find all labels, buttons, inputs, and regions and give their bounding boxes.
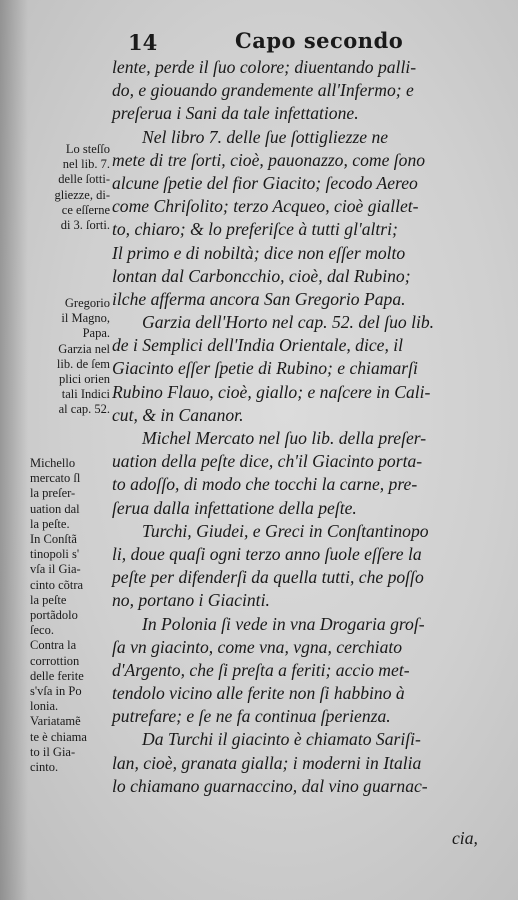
running-head: Capo secondo xyxy=(235,28,404,53)
margin-note-line: la peſte xyxy=(30,592,67,607)
body-line: Da Turchi il giacinto è chiamato Sariſi- xyxy=(142,729,421,750)
body-line: preſerua i Sani da tale infettatione. xyxy=(112,103,359,124)
margin-note-line: cinto cõtra xyxy=(30,577,84,592)
margin-note-line: te è chiama xyxy=(30,729,87,744)
margin-note-line: In Conſtã xyxy=(30,532,77,547)
body-line: ilche afferma ancora San Gregorio Papa. xyxy=(112,288,406,309)
body-line: lan, cioè, granata gialla; i moderni in Italia xyxy=(112,752,422,773)
body-line: In Polonia ſi vede in vna Drogaria groſ- xyxy=(142,613,425,634)
body-line: d'Argento, che ſi preſta a feriti; accio met- xyxy=(112,659,410,680)
margin-note-line: ce eſſerne xyxy=(61,202,110,217)
body-line: li, doue quaſi ogni terzo anno ſuole eſſere la xyxy=(112,543,422,564)
margin-note-line: ſeco. xyxy=(30,623,54,638)
body-line: uation della peſte dice, ch'il Giacinto porta- xyxy=(112,451,423,472)
margin-note-line: di 3. ſorti. xyxy=(60,218,110,233)
body-line: peſte per difenderſi da quella tutti, che poſſo xyxy=(112,567,424,588)
margin-note-line: gliezze, di- xyxy=(54,187,110,202)
gutter-shadow xyxy=(0,0,28,900)
body-line: no, portano i Giacinti. xyxy=(112,590,270,611)
body-line: mete di tre ſorti, cioè, pauonazzo, come ſono xyxy=(112,149,426,170)
body-line: lente, perde il ſuo colore; diuentando palli- xyxy=(112,57,417,77)
margin-note-line: mercato ſl xyxy=(30,471,81,486)
margin-note-line: il Magno, xyxy=(61,311,110,326)
margin-note-line: to il Gia- xyxy=(30,744,76,759)
margin-note-line: corrottion xyxy=(30,653,80,668)
margin-note-line: tinopoli s' xyxy=(30,547,80,562)
page-number: 14 xyxy=(128,30,158,55)
margin-note-stesso xyxy=(30,142,110,233)
margin-note-line: vſa il Gia- xyxy=(30,562,81,577)
body-text xyxy=(112,56,492,798)
body-line: lontan dal Carboncchio, cioè, dal Rubino; xyxy=(112,265,411,286)
body-line: come Chriſolito; terzo Acqueo, cioè giallet- xyxy=(112,196,419,217)
margin-note-line: Contra la xyxy=(30,638,77,653)
body-line: Nel libro 7. delle ſue ſottigliezze ne xyxy=(142,126,389,147)
margin-note-line: Garzia nel xyxy=(58,341,110,356)
margin-note-line: Variatamẽ xyxy=(30,714,81,729)
margin-note-line: uation dal xyxy=(30,501,80,516)
body-line: to, chiaro; & lo preferiſce à tutti gl'altri; xyxy=(112,219,398,240)
body-line: Turchi, Giudei, e Greci in Conſtantinopo xyxy=(142,520,429,541)
margin-note-michello xyxy=(30,456,110,775)
body-line: ſa vn giacinto, come vna, vgna, cerchiato xyxy=(112,636,403,657)
margin-note-line: nel lib. 7. xyxy=(62,157,110,172)
catchword: cia, xyxy=(452,828,478,848)
margin-note-line: lib. de ſem xyxy=(56,356,110,371)
margin-note-line: s'vſa in Po xyxy=(30,684,82,699)
margin-note-line: delle ferite xyxy=(30,668,84,683)
margin-note-line: tali Indici xyxy=(61,387,110,402)
margin-note-line: Gregorio xyxy=(64,296,110,310)
margin-note-line: lonia. xyxy=(30,699,59,714)
body-line: Giacinto eſſer ſpetie di Rubino; e chiamarſi xyxy=(112,358,418,379)
body-line: Michel Mercato nel ſuo lib. della preſer- xyxy=(142,428,427,448)
margin-note-gregorio xyxy=(30,296,110,418)
body-line: tendolo vicino alle ferite non ſi habbino à xyxy=(112,683,405,704)
body-line: do, e giouando grandemente all'Infermo; e xyxy=(112,80,414,101)
body-line: Rubino Flauo, cioè, giallo; e naſcere in Cali- xyxy=(112,381,431,402)
margin-note-line: Michello xyxy=(30,456,76,470)
margin-note-line: Papa. xyxy=(82,326,110,341)
margin-note-line: cinto. xyxy=(30,760,59,775)
body-line: ſerua dalla infettatione della peſte. xyxy=(112,497,357,518)
margin-note-line: delle ſotti- xyxy=(58,172,110,187)
body-line: Garzia dell'Horto nel cap. 52. del ſuo lib. xyxy=(142,312,435,333)
body-line: putrefare; e ſe ne fa continua ſperienza. xyxy=(112,706,391,727)
body-line: alcune ſpetie del fior Giacito; ſecodo Aereo xyxy=(112,172,418,193)
body-line: de i Semplici dell'India Orientale, dice, il xyxy=(112,335,404,356)
margin-note-line: portãdolo xyxy=(30,608,78,623)
body-line: to adoſſo, di modo che tocchi la carne, pre- xyxy=(112,474,418,495)
margin-note-line: la preſer- xyxy=(30,486,76,501)
margin-note-line: Lo steſſo xyxy=(65,142,110,156)
margin-note-line: al cap. 52. xyxy=(58,402,110,417)
margin-note-line: plici orien xyxy=(58,372,110,387)
body-line: cut, & in Cananor. xyxy=(112,404,244,425)
body-line: Il primo e di nobiltà; dice non eſſer molto xyxy=(112,242,406,263)
margin-note-line: la peſte. xyxy=(30,516,70,531)
body-line: lo chiamano guarnaccino, dal vino guarnac- xyxy=(112,775,428,796)
